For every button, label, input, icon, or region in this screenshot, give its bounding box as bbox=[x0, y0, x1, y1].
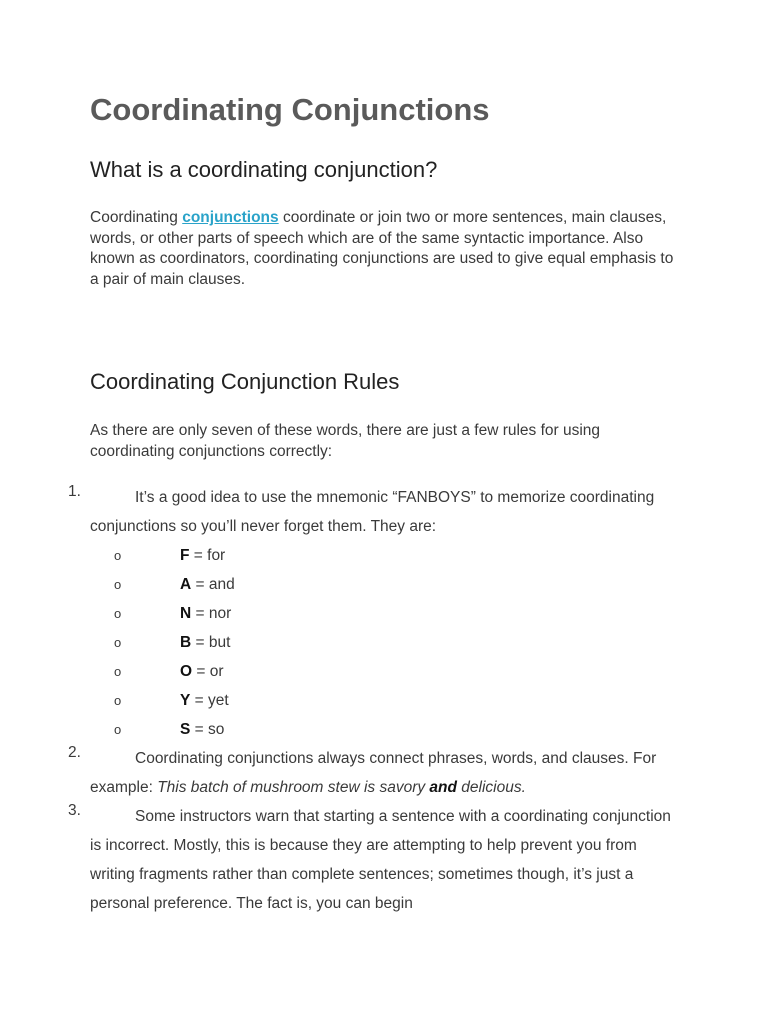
rule-item-2 bbox=[0, 744, 768, 802]
fanboys-letter: O bbox=[180, 663, 193, 680]
circle-bullet-icon: o bbox=[114, 577, 122, 592]
fanboys-word: = and bbox=[191, 576, 235, 593]
example-sentence-start: This batch of mushroom stew is savory bbox=[157, 779, 430, 796]
fanboys-word: = or bbox=[192, 663, 224, 680]
circle-bullet-icon: o bbox=[114, 606, 122, 621]
fanboys-letter: S bbox=[180, 721, 191, 738]
fanboys-letter: B bbox=[180, 634, 192, 651]
fanboys-letter: A bbox=[180, 576, 192, 593]
fanboys-word: = for bbox=[189, 547, 226, 564]
definition-text-start: Coordinating bbox=[90, 209, 183, 226]
fanboys-word: = so bbox=[190, 721, 225, 738]
circle-bullet-icon: o bbox=[114, 548, 122, 563]
section-heading-definition: What is a coordinating conjunction? bbox=[90, 157, 438, 182]
fanboys-entry bbox=[180, 686, 229, 715]
circle-bullet-icon: o bbox=[114, 635, 122, 650]
conjunctions-link[interactable]: conjunctions bbox=[182, 209, 279, 226]
rules-intro-paragraph: As there are only seven of these words, there are just a few rules for using coordinating conjunctions correctly: bbox=[90, 422, 601, 460]
fanboys-list bbox=[0, 541, 768, 744]
definition-paragraph bbox=[90, 208, 680, 290]
circle-bullet-icon: o bbox=[114, 664, 122, 679]
rules-list bbox=[0, 483, 768, 918]
fanboys-item-o bbox=[0, 657, 768, 686]
fanboys-item-f bbox=[0, 541, 768, 570]
fanboys-item-s bbox=[0, 715, 768, 744]
rule-number: 1. bbox=[68, 483, 81, 500]
fanboys-word: = but bbox=[191, 634, 231, 651]
circle-bullet-icon: o bbox=[114, 693, 122, 708]
example-conjunction: and bbox=[429, 779, 457, 796]
fanboys-letter: F bbox=[180, 547, 190, 564]
fanboys-entry bbox=[180, 541, 225, 570]
rule-item-3 bbox=[0, 802, 768, 918]
fanboys-word: = nor bbox=[191, 605, 232, 622]
fanboys-entry bbox=[180, 715, 224, 744]
fanboys-letter: N bbox=[180, 605, 192, 622]
fanboys-entry bbox=[180, 628, 230, 657]
example-sentence-end: delicious. bbox=[456, 779, 526, 796]
circle-bullet-icon: o bbox=[114, 722, 122, 737]
fanboys-entry bbox=[180, 599, 231, 628]
fanboys-entry bbox=[180, 570, 235, 599]
rule-number: 2. bbox=[68, 744, 81, 761]
definition-text-rest: coordinate or join two or more sentences, main clauses, words, or other parts of speech which are of the same syntactic importance. Also known as coordinators, coordinating conjunctions are used to give equal emphasis to a pair of main clauses. bbox=[90, 209, 674, 288]
fanboys-entry bbox=[180, 657, 224, 686]
rule-item-1 bbox=[0, 483, 768, 744]
page-title: Coordinating Conjunctions bbox=[90, 92, 490, 127]
fanboys-item-n bbox=[0, 599, 768, 628]
fanboys-item-b bbox=[0, 628, 768, 657]
fanboys-word: = yet bbox=[190, 692, 229, 709]
rule-number: 3. bbox=[68, 802, 81, 819]
section-heading-rules: Coordinating Conjunction Rules bbox=[90, 369, 400, 394]
rule-text: Some instructors warn that starting a sentence with a coordinating conjunction is incorrect. Mostly, this is because they are attempting to help prevent you from writing fragments rather than complete sentences; sometimes though, it’s just a personal preference. The fact is, you can begin bbox=[90, 808, 671, 912]
rule-statement: Coordinating conjunctions always connect phrases, words, and clauses. bbox=[135, 750, 629, 767]
fanboys-item-y bbox=[0, 686, 768, 715]
fanboys-item-a bbox=[0, 570, 768, 599]
rule-text: It’s a good idea to use the mnemonic “FANBOYS” to memorize coordinating conjunctions so you’ll never forget them. They are: bbox=[90, 489, 655, 535]
rule-text bbox=[90, 744, 685, 802]
example-prefix: For example: bbox=[90, 750, 657, 796]
fanboys-letter: Y bbox=[180, 692, 191, 709]
